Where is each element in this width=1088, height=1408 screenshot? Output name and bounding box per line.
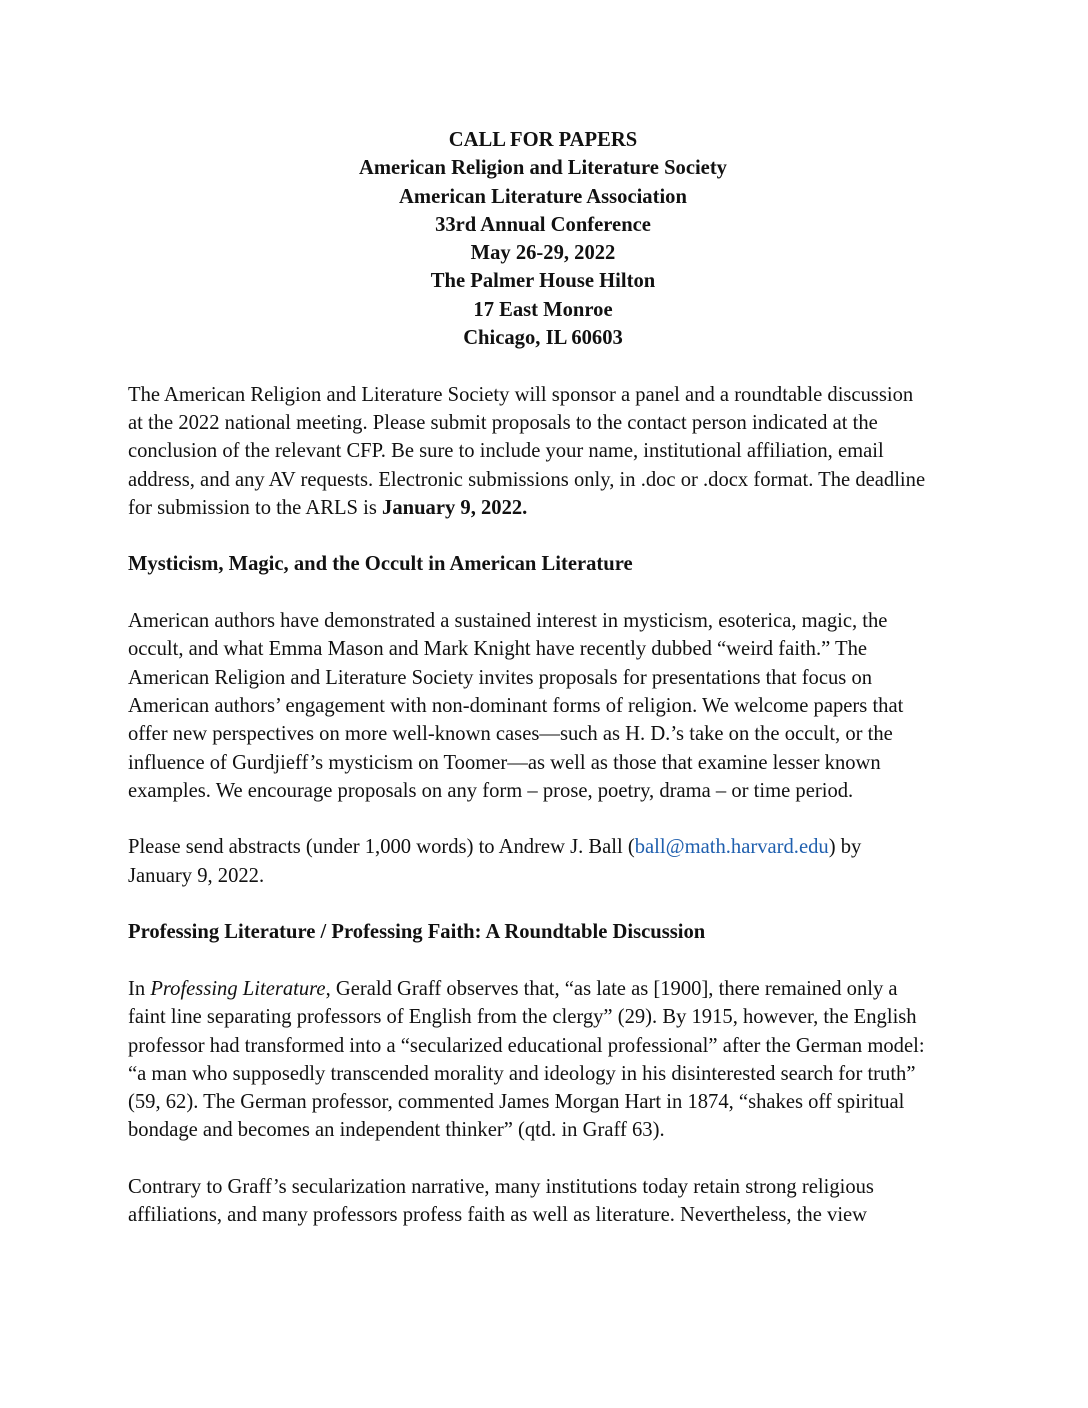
- text-line: Contrary to Graff’s secularization narrative, many institutions today retain strong religious: [128, 1175, 874, 1198]
- cfp-header: [128, 126, 958, 352]
- header-association: American Literature Association: [399, 185, 687, 208]
- text-line: bondage and becomes an independent thinker” (qtd. in Graff 63).: [128, 1119, 665, 1142]
- roundtable-paragraph-2: [128, 1173, 968, 1230]
- section-heading-roundtable: Professing Literature / Professing Faith: A Roundtable Discussion: [128, 921, 706, 944]
- roundtable-paragraph-1: [128, 975, 968, 1145]
- text-line: occult, and what Emma Mason and Mark Knight have recently dubbed “weird faith.” The: [128, 638, 868, 661]
- text-line: American Religion and Literature Society invites proposals for presentations that focus on: [128, 666, 873, 689]
- header-dates: May 26-29, 2022: [470, 242, 616, 265]
- book-title: Professing Literature: [150, 977, 326, 1000]
- text-line: examples. We encourage proposals on any form – prose, poetry, drama – or time period.: [128, 779, 854, 802]
- mysticism-paragraph: [128, 607, 968, 805]
- deadline-date: January 9, 2022.: [382, 496, 528, 519]
- contact-prefix: Please send abstracts (under 1,000 words) to Andrew J. Ball (: [128, 836, 635, 859]
- text-line: affiliations, and many professors profess faith as well as literature. Nevertheless, the view: [128, 1204, 868, 1227]
- header-city: Chicago, IL 60603: [463, 327, 623, 350]
- text-line: The American Religion and Literature Society will sponsor a panel and a roundtable discussion: [128, 383, 914, 406]
- text-line: faint line separating professors of English from the clergy” (29). By 1915, however, the English: [128, 1006, 917, 1029]
- contact-suffix: ) by: [828, 836, 862, 859]
- text-line: (59, 62). The German professor, commented James Morgan Hart in 1874, “shakes off spiritual: [128, 1091, 905, 1114]
- text-line: at the 2022 national meeting. Please submit proposals to the contact person indicated at the: [128, 411, 878, 434]
- header-society: American Religion and Literature Society: [359, 157, 727, 180]
- email-link[interactable]: ball@math.harvard.edu: [634, 836, 829, 859]
- header-conference: 33rd Annual Conference: [435, 213, 651, 236]
- text-line: January 9, 2022.: [128, 864, 265, 887]
- text-line: [128, 975, 968, 1003]
- intro-paragraph: [128, 381, 968, 522]
- text-line: influence of Gurdjieff’s mysticism on Toomer—as well as those that examine lesser known: [128, 751, 881, 774]
- header-street: 17 East Monroe: [473, 298, 613, 321]
- text-line: professor had transformed into a “secularized educational professional” after the German model:: [128, 1034, 925, 1057]
- text-fragment: In: [128, 977, 151, 1000]
- deadline-prefix: for submission to the ARLS is: [128, 496, 383, 519]
- header-title: CALL FOR PAPERS: [448, 129, 638, 151]
- text-line: “a man who supposedly transcended morality and ideology in his disinterested search for truth”: [128, 1062, 916, 1085]
- text-line: [128, 494, 968, 522]
- contact-paragraph: [128, 833, 968, 890]
- text-line: offer new perspectives on more well-known cases—such as H. D.’s take on the occult, or the: [128, 723, 893, 746]
- text-line: American authors’ engagement with non-dominant forms of religion. We welcome papers that: [128, 694, 904, 717]
- text-line: [128, 833, 968, 861]
- text-fragment: , Gerald Graff observes that, “as late as [1900], there remained only a: [325, 977, 898, 1000]
- text-line: address, and any AV requests. Electronic submissions only, in .doc or .docx format. The deadline: [128, 468, 926, 491]
- header-venue: The Palmer House Hilton: [430, 270, 656, 293]
- text-line: conclusion of the relevant CFP. Be sure to include your name, institutional affiliation, email: [128, 440, 884, 463]
- section-heading-mysticism: Mysticism, Magic, and the Occult in American Literature: [128, 553, 633, 576]
- text-line: American authors have demonstrated a sustained interest in mysticism, esoterica, magic, the: [128, 610, 888, 633]
- document-page: [128, 126, 968, 1258]
